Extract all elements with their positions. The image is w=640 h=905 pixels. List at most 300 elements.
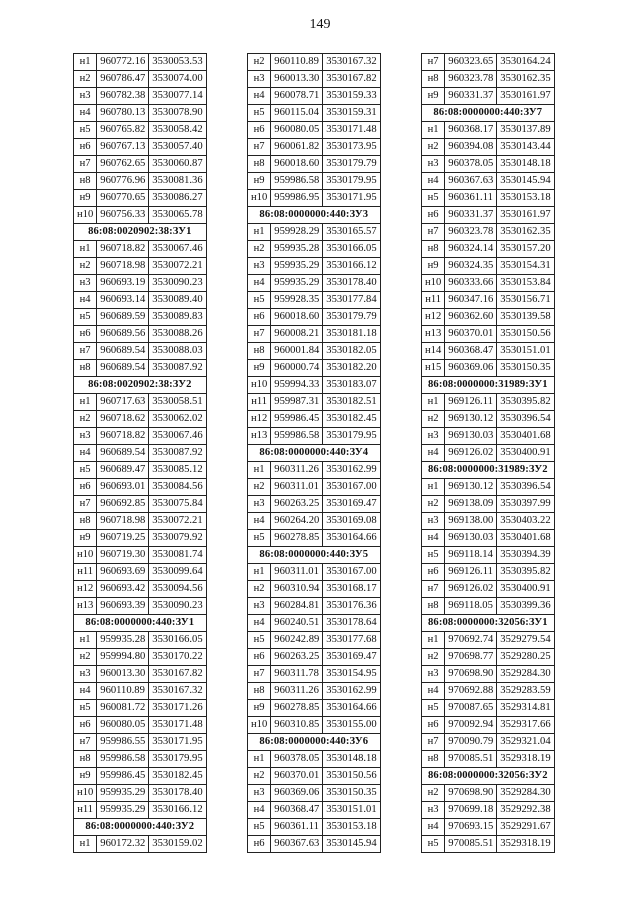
coordinate-y: 3530167.82 (323, 71, 380, 88)
table-row (74, 207, 207, 224)
coordinate-y: 3530074.00 (149, 71, 206, 88)
coordinate-x: 960172.32 (97, 836, 149, 853)
table-row (248, 122, 381, 139)
coordinate-y: 3530058.42 (149, 122, 206, 139)
table-row (422, 598, 555, 615)
coordinate-y: 3530156.71 (497, 292, 554, 309)
coordinate-x: 960770.65 (97, 190, 149, 207)
table-row (422, 564, 555, 581)
point-id: н9 (74, 530, 97, 547)
coordinate-y: 3530168.17 (323, 581, 380, 598)
table-row (248, 836, 381, 853)
point-id: н5 (74, 700, 97, 717)
coordinate-y: 3530394.39 (497, 547, 554, 564)
coordinate-y: 3530171.26 (149, 700, 206, 717)
coordinate-y: 3530099.64 (149, 564, 206, 581)
table-row (422, 88, 555, 105)
point-id: н8 (248, 683, 271, 700)
coordinate-table (247, 53, 381, 853)
point-id: н2 (422, 785, 445, 802)
table-row (74, 292, 207, 309)
parcel-header-row (74, 819, 207, 836)
coordinate-x: 970085.51 (445, 751, 497, 768)
coordinate-x: 960367.63 (271, 836, 323, 853)
coordinate-y: 3530164.66 (323, 700, 380, 717)
point-id: н4 (74, 445, 97, 462)
coordinate-x: 960689.56 (97, 326, 149, 343)
coordinate-y: 3529318.19 (497, 836, 554, 853)
coordinate-y: 3530166.05 (149, 632, 206, 649)
coordinate-y: 3530164.24 (497, 54, 554, 71)
parcel-header-row (248, 547, 381, 564)
coordinate-x: 960782.38 (97, 88, 149, 105)
coordinate-x: 959928.29 (271, 224, 323, 241)
coordinate-y: 3530151.01 (323, 802, 380, 819)
coordinate-y: 3530072.21 (149, 258, 206, 275)
table-row (74, 343, 207, 360)
point-id: н10 (422, 275, 445, 292)
coordinate-y: 3530166.05 (323, 241, 380, 258)
point-id: н6 (248, 649, 271, 666)
table-row (422, 326, 555, 343)
coordinate-y: 3530178.64 (323, 615, 380, 632)
point-id: н1 (74, 54, 97, 71)
coordinate-y: 3530162.99 (323, 462, 380, 479)
coordinate-y: 3530067.46 (149, 241, 206, 258)
coordinate-x: 960333.66 (445, 275, 497, 292)
coordinate-x: 959986.58 (271, 173, 323, 190)
table-row (248, 360, 381, 377)
table-row (74, 530, 207, 547)
point-id: н5 (74, 462, 97, 479)
table-row (74, 445, 207, 462)
table-row (422, 224, 555, 241)
coordinate-x: 960324.14 (445, 241, 497, 258)
coordinate-y: 3530094.56 (149, 581, 206, 598)
coordinate-x: 959935.28 (97, 632, 149, 649)
table-row (74, 326, 207, 343)
coordinate-y: 3530162.99 (323, 683, 380, 700)
coordinate-x: 960323.78 (445, 224, 497, 241)
table-row (248, 598, 381, 615)
coordinate-y: 3530400.91 (497, 445, 554, 462)
point-id: н4 (248, 615, 271, 632)
point-id: н4 (248, 802, 271, 819)
coordinate-y: 3530062.02 (149, 411, 206, 428)
coordinate-x: 960311.26 (271, 683, 323, 700)
point-id: н7 (422, 224, 445, 241)
coordinate-y: 3530153.18 (497, 190, 554, 207)
coordinate-x: 960693.39 (97, 598, 149, 615)
coordinate-x: 960689.54 (97, 360, 149, 377)
coordinate-x: 960370.01 (271, 768, 323, 785)
coordinate-x: 960692.85 (97, 496, 149, 513)
table-row (74, 479, 207, 496)
table-row (74, 700, 207, 717)
coordinate-y: 3530145.94 (497, 173, 554, 190)
coordinate-y: 3530088.26 (149, 326, 206, 343)
point-id: н7 (248, 326, 271, 343)
coordinate-x: 960780.13 (97, 105, 149, 122)
point-id: н12 (248, 411, 271, 428)
coordinate-x: 960278.85 (271, 530, 323, 547)
table-row (74, 173, 207, 190)
coordinate-y: 3529284.30 (497, 666, 554, 683)
point-id: н1 (248, 224, 271, 241)
table-row (248, 343, 381, 360)
coordinate-y: 3530173.95 (323, 139, 380, 156)
table-row (248, 190, 381, 207)
parcel-id: 86:08:0000000:440:ЗУ1 (74, 615, 207, 632)
table-row (422, 717, 555, 734)
coordinate-y: 3530161.97 (497, 88, 554, 105)
table-row (248, 173, 381, 190)
coordinate-y: 3530153.18 (323, 819, 380, 836)
table-row (74, 547, 207, 564)
coordinate-y: 3530151.01 (497, 343, 554, 360)
parcel-id: 86:08:0000000:32056:ЗУ2 (422, 768, 555, 785)
point-id: н1 (74, 836, 97, 853)
table-row (74, 360, 207, 377)
table-row (248, 666, 381, 683)
coordinate-y: 3530079.92 (149, 530, 206, 547)
coordinate-y: 3530078.90 (149, 105, 206, 122)
coordinate-x: 960719.30 (97, 547, 149, 564)
table-row (422, 445, 555, 462)
coordinate-x: 960311.78 (271, 666, 323, 683)
page-number: 149 (309, 17, 331, 32)
coordinate-x: 959935.29 (97, 802, 149, 819)
table-row (74, 717, 207, 734)
table-row (422, 258, 555, 275)
point-id: н3 (248, 785, 271, 802)
point-id: н9 (422, 88, 445, 105)
point-id: н11 (248, 394, 271, 411)
point-id: н5 (74, 122, 97, 139)
table-row (248, 275, 381, 292)
table-row (74, 71, 207, 88)
coordinate-x: 959994.33 (271, 377, 323, 394)
point-id: н8 (74, 173, 97, 190)
table-row (74, 768, 207, 785)
coordinate-x: 960061.82 (271, 139, 323, 156)
point-id: н6 (248, 122, 271, 139)
coordinate-x: 970698.90 (445, 785, 497, 802)
coordinate-y: 3530088.03 (149, 343, 206, 360)
point-id: н9 (74, 768, 97, 785)
coordinate-y: 3530159.02 (149, 836, 206, 853)
point-id: н3 (248, 71, 271, 88)
point-id: н10 (74, 785, 97, 802)
coordinate-x: 960018.60 (271, 309, 323, 326)
table-row (422, 343, 555, 360)
point-id: н10 (248, 190, 271, 207)
point-id: н2 (74, 71, 97, 88)
coordinate-x: 960367.63 (445, 173, 497, 190)
coordinate-x: 959928.35 (271, 292, 323, 309)
coordinate-x: 960719.25 (97, 530, 149, 547)
coordinate-x: 960756.33 (97, 207, 149, 224)
coordinate-y: 3530162.35 (497, 71, 554, 88)
point-id: н3 (422, 156, 445, 173)
point-id: н3 (422, 666, 445, 683)
point-id: н3 (248, 258, 271, 275)
coordinate-x: 969130.03 (445, 530, 497, 547)
coordinate-y: 3530150.56 (323, 768, 380, 785)
table-row (74, 632, 207, 649)
table-row (74, 836, 207, 853)
coordinate-y: 3530169.47 (323, 496, 380, 513)
coordinate-x: 969130.12 (445, 411, 497, 428)
coordinate-y: 3530053.53 (149, 54, 206, 71)
point-id: н4 (74, 683, 97, 700)
coordinate-y: 3530067.46 (149, 428, 206, 445)
point-id: н2 (74, 649, 97, 666)
table-row (422, 411, 555, 428)
coordinate-x: 960240.51 (271, 615, 323, 632)
coordinate-y: 3530161.97 (497, 207, 554, 224)
point-id: н7 (422, 734, 445, 751)
table-row (74, 785, 207, 802)
coordinate-x: 969118.14 (445, 547, 497, 564)
coordinate-x: 960718.62 (97, 411, 149, 428)
table-row (74, 734, 207, 751)
coordinate-x: 960718.82 (97, 428, 149, 445)
point-id: н7 (74, 156, 97, 173)
coordinate-x: 959986.58 (97, 751, 149, 768)
table-row (422, 173, 555, 190)
coordinate-y: 3530154.95 (323, 666, 380, 683)
coordinate-y: 3530090.23 (149, 275, 206, 292)
table-row (248, 819, 381, 836)
point-id: н5 (248, 632, 271, 649)
point-id: н8 (248, 343, 271, 360)
coordinate-x: 960361.11 (271, 819, 323, 836)
coordinate-x: 960263.25 (271, 649, 323, 666)
parcel-id: 86:08:0000000:440:ЗУ7 (422, 105, 555, 122)
parcel-id: 86:08:0020902:38:ЗУ2 (74, 377, 207, 394)
coordinate-x: 960278.85 (271, 700, 323, 717)
table-row (248, 530, 381, 547)
coordinate-y: 3530085.12 (149, 462, 206, 479)
coordinate-x: 960689.47 (97, 462, 149, 479)
coordinate-x: 960324.35 (445, 258, 497, 275)
point-id: н4 (422, 445, 445, 462)
coordinate-x: 960080.05 (97, 717, 149, 734)
table-row (248, 649, 381, 666)
coordinate-y: 3530077.14 (149, 88, 206, 105)
table-row (248, 768, 381, 785)
table-row (422, 479, 555, 496)
coordinate-y: 3530396.54 (497, 479, 554, 496)
coordinate-y: 3530403.22 (497, 513, 554, 530)
coordinate-y: 3530178.40 (323, 275, 380, 292)
table-row (422, 428, 555, 445)
coordinate-y: 3530177.68 (323, 632, 380, 649)
point-id: н6 (74, 479, 97, 496)
coordinate-y: 3530396.54 (497, 411, 554, 428)
coordinate-x: 960115.04 (271, 105, 323, 122)
point-id: н9 (248, 360, 271, 377)
parcel-header-row (422, 462, 555, 479)
point-id: н8 (422, 751, 445, 768)
coordinate-y: 3530089.83 (149, 309, 206, 326)
table-row (74, 428, 207, 445)
coordinate-x: 960311.01 (271, 564, 323, 581)
coordinate-y: 3530179.95 (323, 428, 380, 445)
coordinate-y: 3530399.36 (497, 598, 554, 615)
coordinate-x: 960081.72 (97, 700, 149, 717)
coordinate-y: 3530157.20 (497, 241, 554, 258)
point-id: н1 (248, 462, 271, 479)
coordinate-x: 960378.05 (445, 156, 497, 173)
coordinate-x: 960693.42 (97, 581, 149, 598)
coordinate-x: 959986.55 (97, 734, 149, 751)
coordinate-y: 3530150.35 (323, 785, 380, 802)
parcel-id: 86:08:0000000:440:ЗУ5 (248, 547, 381, 564)
table-row (422, 292, 555, 309)
table-row (248, 71, 381, 88)
table-row (74, 513, 207, 530)
point-id: н3 (248, 598, 271, 615)
coordinate-y: 3530181.18 (323, 326, 380, 343)
coordinate-y: 3529321.04 (497, 734, 554, 751)
point-id: н13 (422, 326, 445, 343)
table-row (422, 751, 555, 768)
point-id: н7 (422, 54, 445, 71)
table-row (422, 836, 555, 853)
table-row (422, 649, 555, 666)
coordinate-x: 960362.60 (445, 309, 497, 326)
coordinate-y: 3530072.21 (149, 513, 206, 530)
table-row (248, 496, 381, 513)
coordinate-y: 3530065.78 (149, 207, 206, 224)
coordinate-y: 3530167.00 (323, 564, 380, 581)
point-id: н4 (422, 530, 445, 547)
coordinate-y: 3530137.89 (497, 122, 554, 139)
coordinate-x: 969126.11 (445, 564, 497, 581)
coordinate-x: 960370.01 (445, 326, 497, 343)
point-id: н12 (74, 581, 97, 598)
point-id: н3 (74, 275, 97, 292)
point-id: н1 (422, 632, 445, 649)
table-row (422, 275, 555, 292)
coordinate-y: 3530167.32 (149, 683, 206, 700)
point-id: н2 (74, 258, 97, 275)
coordinate-x: 960310.94 (271, 581, 323, 598)
point-id: н10 (248, 717, 271, 734)
point-id: н6 (422, 717, 445, 734)
point-id: н6 (74, 717, 97, 734)
coordinate-x: 960263.25 (271, 496, 323, 513)
parcel-id: 86:08:0000000:32056:ЗУ1 (422, 615, 555, 632)
point-id: н8 (422, 71, 445, 88)
point-id: н7 (248, 666, 271, 683)
coordinate-y: 3530081.36 (149, 173, 206, 190)
table-row (248, 513, 381, 530)
table-row (248, 751, 381, 768)
point-id: н1 (422, 394, 445, 411)
parcel-id: 86:08:0000000:31989:ЗУ1 (422, 377, 555, 394)
coordinate-x: 960762.65 (97, 156, 149, 173)
coordinate-x: 960000.74 (271, 360, 323, 377)
coordinate-y: 3530164.66 (323, 530, 380, 547)
coordinate-x: 960718.98 (97, 258, 149, 275)
coordinate-y: 3530179.95 (149, 751, 206, 768)
coordinate-x: 970692.88 (445, 683, 497, 700)
point-id: н7 (248, 139, 271, 156)
table-row (74, 683, 207, 700)
table-row (422, 54, 555, 71)
point-id: н6 (74, 326, 97, 343)
table-row (422, 71, 555, 88)
table-row (74, 411, 207, 428)
point-id: н9 (248, 700, 271, 717)
table-row (74, 581, 207, 598)
point-id: н4 (422, 683, 445, 700)
table-row (422, 156, 555, 173)
coordinate-y: 3530145.94 (323, 836, 380, 853)
table-row (74, 241, 207, 258)
table-row (74, 649, 207, 666)
parcel-id: 86:08:0000000:440:ЗУ3 (248, 207, 381, 224)
point-id: н5 (74, 309, 97, 326)
point-id: н6 (248, 309, 271, 326)
point-id: н4 (74, 105, 97, 122)
point-id: н3 (74, 88, 97, 105)
point-id: н6 (422, 564, 445, 581)
parcel-header-row (74, 224, 207, 241)
column-1 (73, 53, 207, 853)
parcel-header-row (422, 105, 555, 122)
table-row (422, 734, 555, 751)
table-row (74, 88, 207, 105)
point-id: н8 (74, 751, 97, 768)
point-id: н6 (248, 836, 271, 853)
parcel-header-row (422, 377, 555, 394)
coordinate-x: 960013.30 (271, 71, 323, 88)
table-row (422, 513, 555, 530)
coordinate-y: 3530087.92 (149, 360, 206, 377)
point-id: н11 (74, 802, 97, 819)
coordinate-y: 3530179.79 (323, 309, 380, 326)
coordinate-x: 970090.79 (445, 734, 497, 751)
coordinate-y: 3529317.66 (497, 717, 554, 734)
table-row (248, 462, 381, 479)
coordinate-y: 3530165.57 (323, 224, 380, 241)
table-row (422, 802, 555, 819)
point-id: н4 (248, 88, 271, 105)
coordinate-x: 970092.94 (445, 717, 497, 734)
coordinate-x: 960394.08 (445, 139, 497, 156)
coordinate-y: 3530159.33 (323, 88, 380, 105)
coordinate-y: 3530057.40 (149, 139, 206, 156)
parcel-header-row (248, 445, 381, 462)
table-row (248, 105, 381, 122)
coordinate-y: 3530401.68 (497, 530, 554, 547)
point-id: н10 (74, 547, 97, 564)
coordinate-x: 960331.37 (445, 207, 497, 224)
coordinate-x: 959987.31 (271, 394, 323, 411)
coordinate-x: 960347.16 (445, 292, 497, 309)
point-id: н4 (248, 275, 271, 292)
coordinate-y: 3530167.32 (323, 54, 380, 71)
table-row (422, 122, 555, 139)
coordinate-y: 3530148.18 (323, 751, 380, 768)
coordinate-x: 960693.69 (97, 564, 149, 581)
coordinate-y: 3530183.07 (323, 377, 380, 394)
table-row (74, 258, 207, 275)
